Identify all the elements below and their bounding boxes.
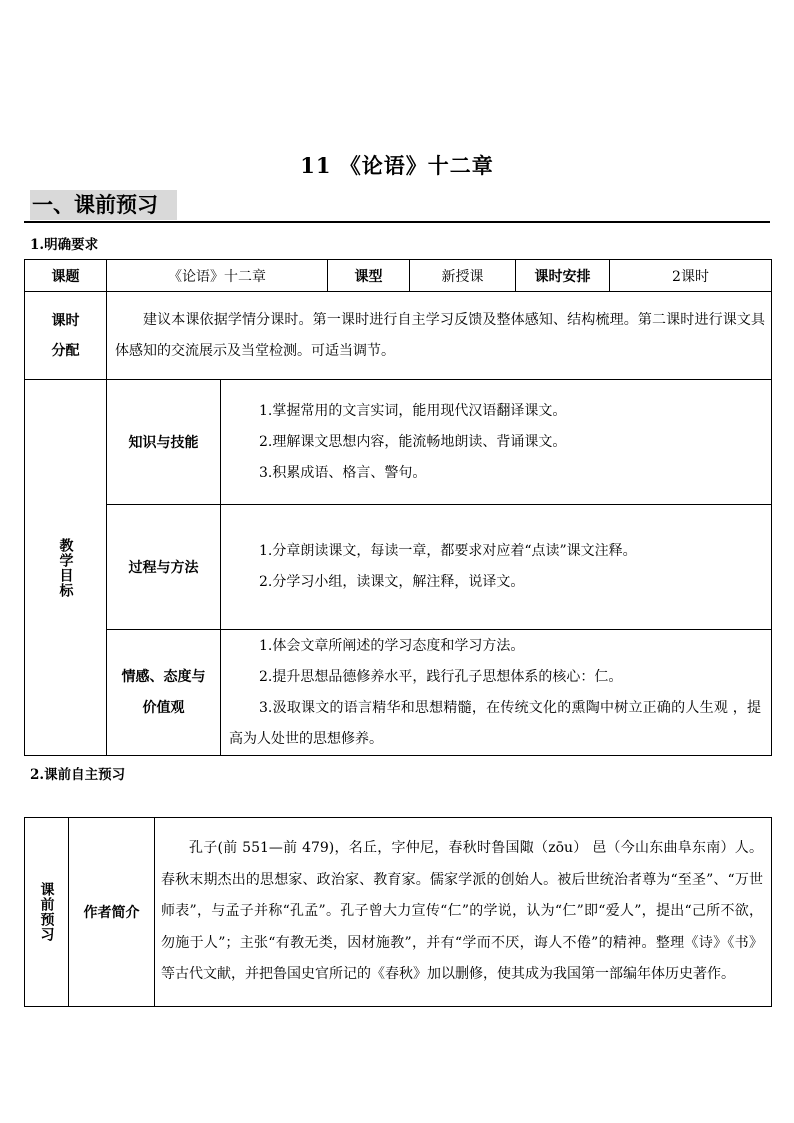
requirements-table bbox=[24, 259, 772, 756]
section-heading: 一、课前预习 bbox=[30, 190, 177, 220]
header-topic: 课题 bbox=[25, 260, 107, 292]
author-intro-label: 作者简介 bbox=[69, 818, 155, 1007]
goal-process-label: 过程与方法 bbox=[107, 505, 221, 630]
page-title: 11 《论语》十二章 bbox=[300, 153, 494, 178]
header-schedule: 课时安排 bbox=[516, 260, 610, 292]
lesson-type-value: 新授课 bbox=[410, 260, 516, 292]
goal-item: 1.分章朗读课文，每读一章，都要求对应着“点读”课文注释。 bbox=[259, 543, 637, 559]
goal-process-list bbox=[221, 505, 772, 630]
goal-item: 1.掌握常用的文言实词，能用现代汉语翻译课文。 bbox=[259, 402, 567, 419]
goal-item: 2.分学习小组，读课文，解注释，说译文。 bbox=[259, 574, 525, 590]
allocation-text: 建议本课依据学情分课时。第一课时进行自主学习反馈及整体感知、结构梳理。第二课时进行课文具体感知的交流展示及当堂检测。可适当调节。 bbox=[107, 292, 772, 380]
goal-item: 3.积累成语、格言、警句。 bbox=[259, 464, 427, 481]
goal-item: 1.体会文章所阐述的学习态度和学习方法。 bbox=[259, 637, 525, 654]
goal-attitude-label: 情感、态度与 价值观 bbox=[107, 630, 221, 756]
preview-table bbox=[24, 817, 772, 1007]
goal-item: 2.理解课文思想内容，能流畅地朗读、背诵课文。 bbox=[259, 433, 567, 450]
goal-knowledge-list bbox=[221, 380, 772, 505]
subheading-requirements: 1.明确要求 bbox=[30, 237, 99, 253]
goal-knowledge-label: 知识与技能 bbox=[107, 380, 221, 505]
author-intro-text: 孔子(前 551—前 479)，名丘，字仲尼，春秋时鲁国陬（zōu） 邑（今山东曲阜东南）人。春秋末期杰出的思想家、政治家、教育家。儒家学派的创始人。被后世统治者尊为“至圣”、“万世师表”，与孟子并称“孔孟”。孔子曾大力宣传“仁”的学说，认为“仁”即“爱人”，提出“己所不欲，勿施于人”；主张“有教无类，因材施教”，并有“学而不厌，诲人不倦”的精神。整理《诗》《书》等古代文献，并把鲁国史官所记的《春秋》加以删修，使其成为我国第一部编年体历史著作。 bbox=[155, 818, 772, 1007]
header-allocation: 课时分配 bbox=[25, 292, 107, 380]
goal-item: 3.汲取课文的语言精华和思想精髓，在传统文化的熏陶中树立正确的人生观 ，提高为人处世的思想修养。 bbox=[229, 699, 761, 747]
section-rule bbox=[24, 221, 770, 223]
goal-item: 2.提升思想品德修养水平，践行孔子思想体系的核心：仁。 bbox=[259, 668, 623, 685]
preview-side-label: 课前预习 bbox=[25, 818, 69, 1007]
header-lesson-type: 课型 bbox=[328, 260, 410, 292]
goal-attitude-list bbox=[221, 630, 772, 756]
subheading-preview: 2.课前自主预习 bbox=[30, 767, 126, 783]
topic-value: 《论语》十二章 bbox=[107, 260, 328, 292]
header-teaching-goals: 教学目标 bbox=[25, 380, 107, 756]
schedule-value: 2课时 bbox=[610, 260, 772, 292]
